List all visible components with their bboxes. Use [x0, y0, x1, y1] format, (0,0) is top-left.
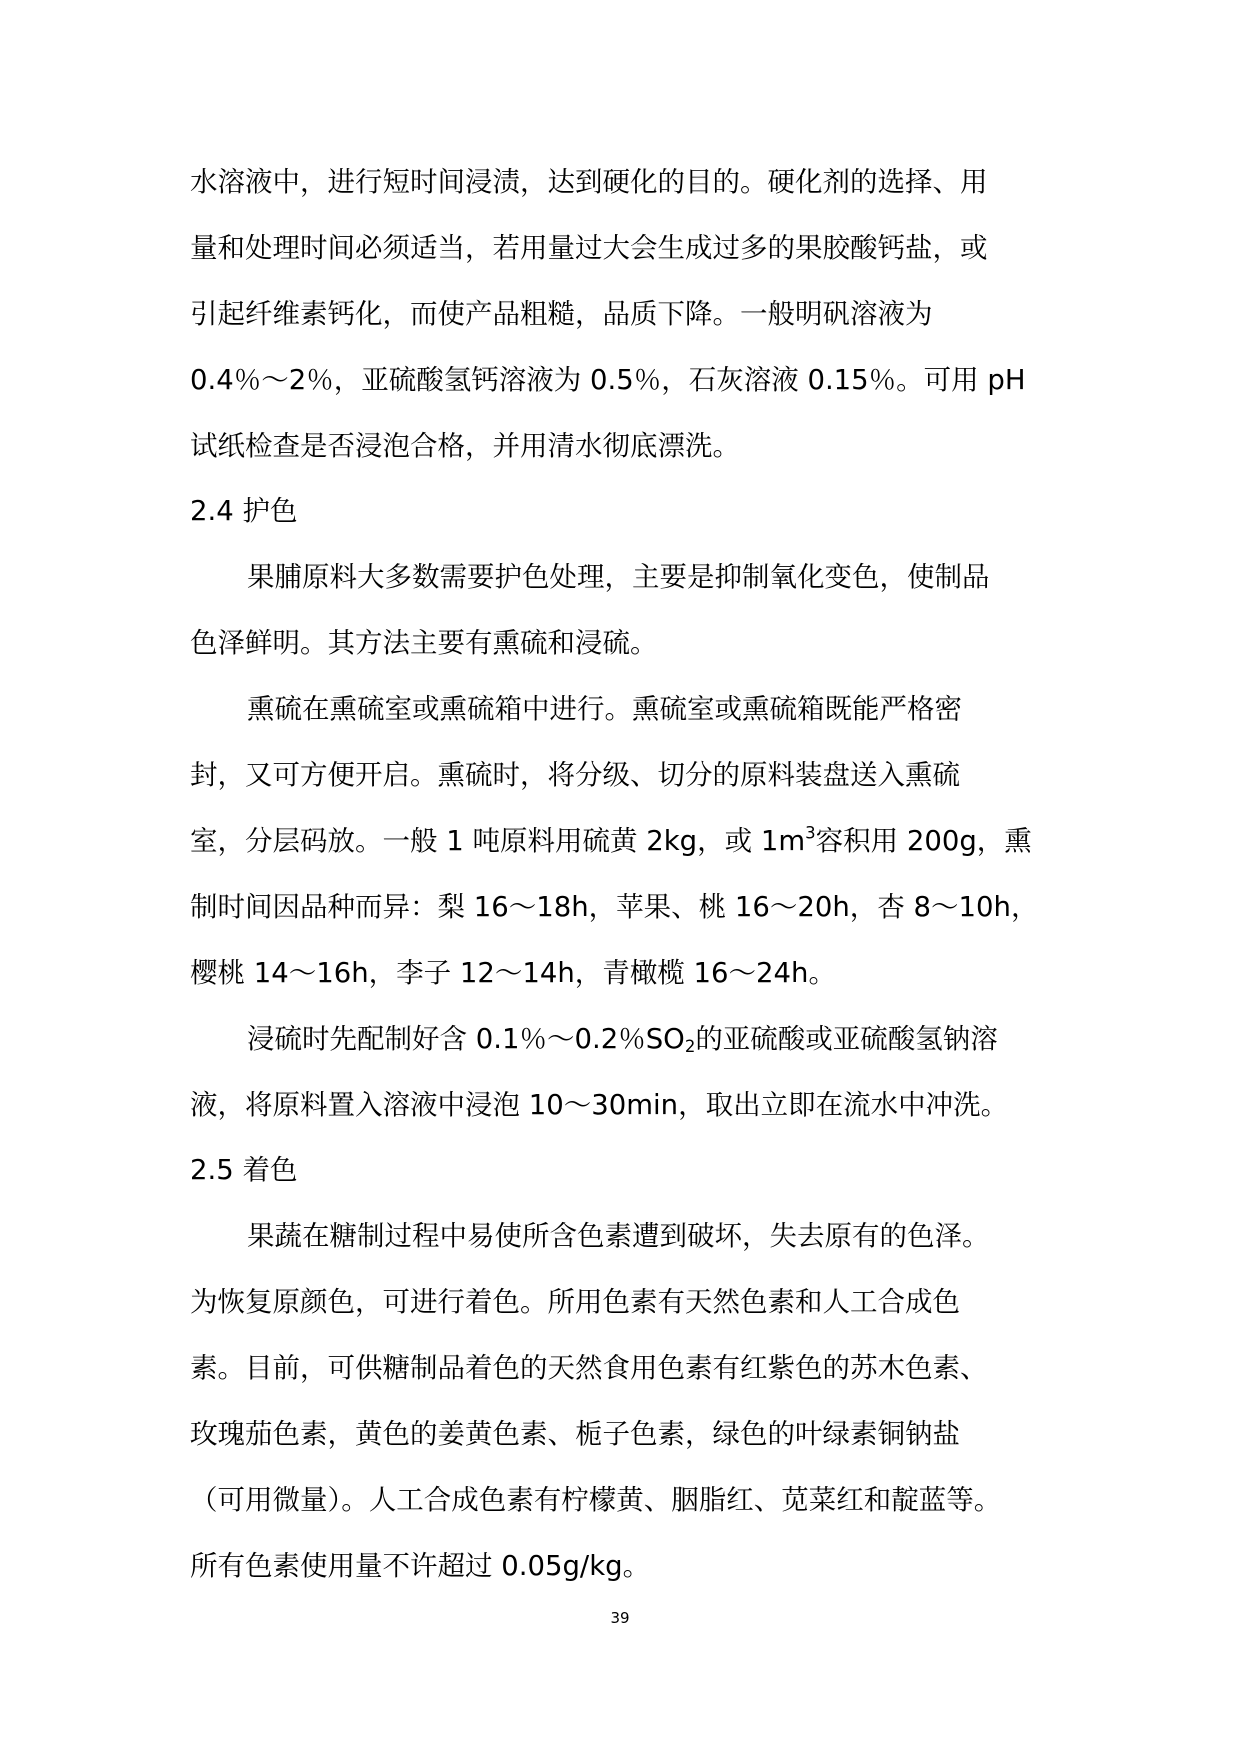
- superscript: 3: [805, 823, 816, 843]
- paragraph-line: 色泽鲜明。其方法主要有熏硫和浸硫。: [190, 627, 658, 659]
- paragraph-line: 为恢复原颜色，可进行着色。所用色素有天然色素和人工合成色: [190, 1286, 960, 1318]
- paragraph-line: [190, 817, 1032, 865]
- paragraph-line: 玫瑰茄色素，黄色的姜黄色素、栀子色素，绿色的叶绿素铜钠盐: [190, 1418, 960, 1450]
- paragraph-line: 素。目前，可供糖制品着色的天然食用色素有红紫色的苏木色素、: [190, 1352, 988, 1384]
- subscript: 2: [684, 1037, 696, 1057]
- section-heading-2-5: 2.5 着色: [190, 1154, 298, 1186]
- paragraph-line: 试纸检查是否浸泡合格，并用清水彻底漂洗。: [190, 430, 740, 462]
- paragraph-line: 制时间因品种而异：梨 16～18h，苹果、桃 16～20h，杏 8～10h，: [190, 891, 1039, 923]
- paragraph-line: （可用微量）。人工合成色素有柠檬黄、胭脂红、苋菜红和靛蓝等。: [190, 1484, 1002, 1516]
- text-run: 的亚硫酸或亚硫酸氢钠溶: [695, 1023, 998, 1055]
- text-run: 浸硫时先配制好含 0.1％～0.2％SO: [247, 1023, 685, 1055]
- paragraph-line: 所有色素使用量不许超过 0.05g/kg。: [190, 1550, 651, 1582]
- paragraph-line: 果蔬在糖制过程中易使所含色素遭到破坏，失去原有的色泽。: [247, 1220, 990, 1252]
- paragraph-line: 量和处理时间必须适当，若用量过大会生成过多的果胶酸钙盐，或: [190, 232, 988, 264]
- paragraph-line: [247, 1015, 998, 1063]
- paragraph-line: 0.4％～2％，亚硫酸氢钙溶液为 0.5％，石灰溶液 0.15％。可用 pH: [190, 364, 1026, 396]
- paragraph-line: 果脯原料大多数需要护色处理，主要是抑制氧化变色，使制品: [247, 561, 990, 593]
- paragraph-line: 熏硫在熏硫室或熏硫箱中进行。熏硫室或熏硫箱既能严格密: [247, 693, 962, 725]
- text-run: 室，分层码放。一般 1 吨原料用硫黄 2kg，或 1m: [190, 825, 806, 857]
- paragraph-line: 液，将原料置入溶液中浸泡 10～30min，取出立即在流水中冲洗。: [190, 1089, 1009, 1121]
- paragraph-line: 樱桃 14～16h，李子 12～14h，青橄榄 16～24h。: [190, 957, 836, 989]
- text-run: 容积用 200g，熏: [815, 825, 1032, 857]
- page-number: 39: [610, 1609, 630, 1627]
- section-heading-2-4: 2.4 护色: [190, 495, 298, 527]
- paragraph-line: 水溶液中，进行短时间浸渍，达到硬化的目的。硬化剂的选择、用: [190, 166, 988, 198]
- paragraph-line: 封，又可方便开启。熏硫时，将分级、切分的原料装盘送入熏硫: [190, 759, 960, 791]
- paragraph-line: 引起纤维素钙化，而使产品粗糙，品质下降。一般明矾溶液为: [190, 298, 933, 330]
